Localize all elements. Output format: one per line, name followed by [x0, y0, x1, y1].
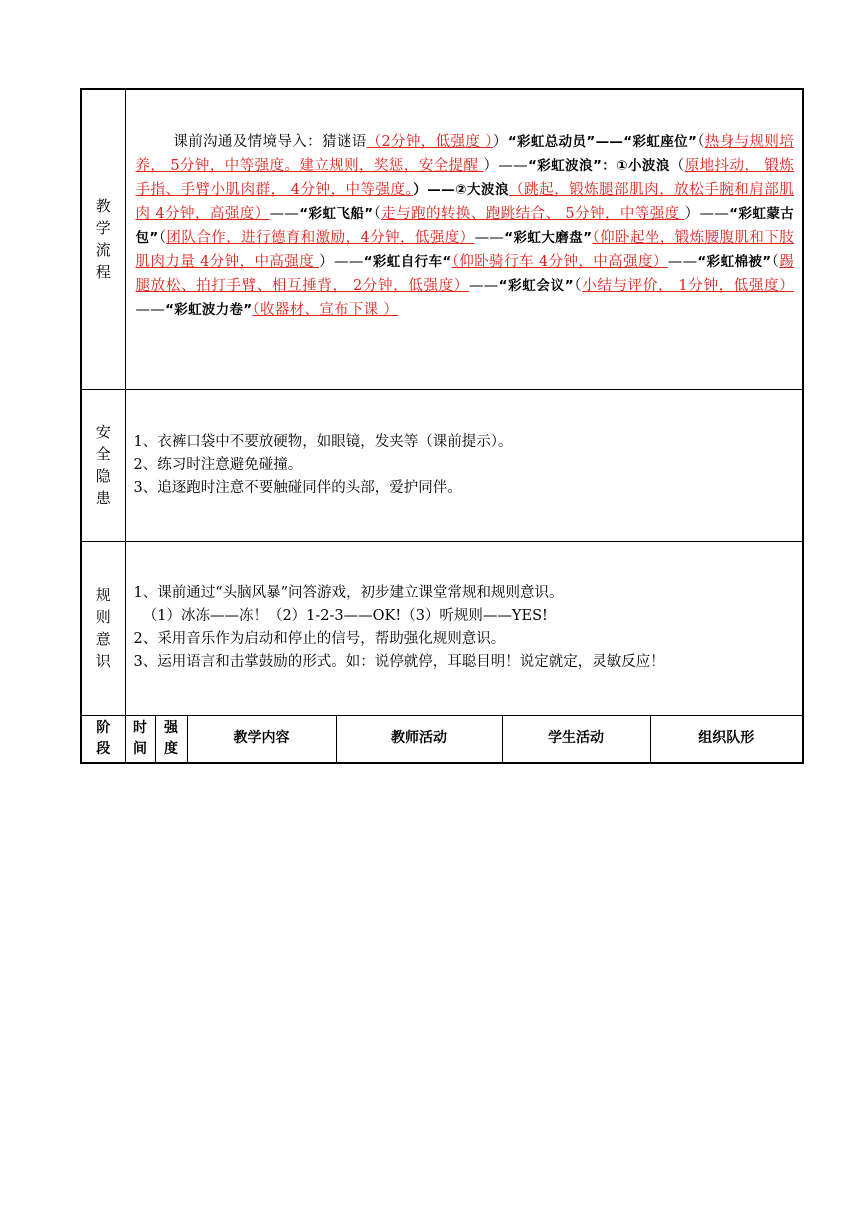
header-char: 强 [164, 719, 178, 736]
label-char: 隐 [95, 467, 111, 485]
activity-title: “彩虹大磨盘” [504, 230, 593, 246]
header-char: 间 [133, 740, 147, 757]
activity-title: “彩虹蒙古包” [135, 206, 795, 246]
flow-text: —— [135, 302, 166, 318]
flow-text: ）—— [319, 254, 364, 270]
rules-content [125, 541, 803, 715]
formation-header: 组织队形 [650, 715, 803, 763]
rules-row [81, 541, 803, 715]
header-char: 度 [164, 740, 178, 757]
stage-header [81, 715, 125, 763]
label-char: 识 [95, 652, 111, 670]
label-char: 规 [95, 586, 111, 604]
header-char: 阶 [96, 719, 111, 736]
header-char: 时 [133, 719, 147, 736]
flow-text: —— [468, 278, 499, 294]
activity-detail: （跳起，锻炼腿部肌肉，放松手腕和肩部肌肉 4分钟，高强度） [135, 182, 795, 222]
activity-title: “彩虹波浪”：①小波浪 [527, 158, 670, 174]
activity-title: “彩虹棉被” [697, 254, 772, 270]
flow-text: （ [158, 230, 167, 246]
safety-item: 1、衣裤口袋中不要放硬物，如眼镜，发夹等（课前提示）。 [133, 433, 513, 450]
activity-detail: 热身与规则培养， 5分钟，中等强度。建立规则，奖惩，安全提醒 [135, 134, 795, 174]
flow-text: ）—— [684, 206, 730, 222]
flow-text: ）—— [483, 158, 528, 174]
safety-label [81, 389, 125, 541]
safety-item: 3、追逐跑时注意不要触碰同伴的头部，爱护同伴。 [133, 479, 462, 496]
flow-text: —— [474, 230, 505, 246]
flow-text: 课前沟通及情境导入：猜谜语 [173, 134, 367, 150]
label-char: 全 [95, 445, 111, 463]
teaching-flow-row [81, 89, 803, 389]
activity-detail: （仰卧起坐，锻炼腰腹肌和下肢肌肉力量 4分钟，中高强度 [135, 230, 795, 270]
student-activity-header: 学生活动 [502, 715, 650, 763]
teaching-flow-paragraph [136, 130, 795, 322]
label-char: 学 [95, 219, 111, 238]
activity-detail: 原地抖动， 锻炼手指、手臂小肌肉群， 4分钟，中等强度。 [135, 158, 795, 198]
flow-text: （ [697, 134, 705, 150]
activity-title: ——“彩虹座位” [595, 134, 698, 150]
rules-item: 3、运用语言和击掌鼓励的形式。如：说停就停，耳聪目明！说定就定，灵敏反应！ [133, 654, 665, 670]
time-header [125, 715, 155, 763]
rules-item: 2、采用音乐作为启动和停止的信号，帮助强化规则意识。 [133, 631, 506, 647]
rules-item: （1）冰冻——冻！（2）1-2-3——OK!（3）听规则——YES! [133, 608, 548, 624]
flow-text: （ [373, 206, 382, 222]
flow-text: （ [771, 254, 780, 270]
label-char: 教 [95, 197, 111, 216]
label-char: 则 [95, 608, 111, 626]
safety-content [125, 389, 803, 541]
label-char: 安 [95, 423, 111, 441]
safety-item: 2、练习时注意避免碰撞。 [133, 456, 303, 473]
label-char: 意 [95, 630, 111, 648]
label-char: 流 [95, 241, 111, 260]
intensity-header [155, 715, 187, 763]
safety-row [81, 389, 803, 541]
header-char: 段 [96, 740, 111, 757]
teaching-flow-content [125, 89, 803, 389]
activity-detail: 团队合作，进行德育和激励，4分钟，低强度） [166, 230, 475, 246]
label-char: 程 [95, 263, 111, 282]
flow-text: —— [269, 206, 300, 222]
flow-text: ） [492, 134, 508, 150]
rules-item: 1、课前通过“头脑风暴”问答游戏，初步建立课堂常规和规则意识。 [133, 585, 564, 601]
teaching-flow-label [81, 89, 125, 389]
flow-text: （ [669, 158, 685, 174]
label-char: 患 [95, 489, 111, 507]
activity-detail: 走与跑的转换、跑跳结合、 5分钟，中等强度 [381, 206, 685, 222]
activity-detail: 小结与评价， 1分钟，低强度） [582, 278, 795, 294]
activity-detail: 踢腿放松、拍打手臂、相互捶背， 2分钟，低强度） [135, 254, 795, 294]
activity-title: “彩虹自行车“ [363, 254, 452, 270]
activity-detail: （收器材、宣布下课 ） [252, 302, 399, 318]
activity-title: “彩虹飞船” [299, 206, 374, 222]
teacher-activity-header: 教师活动 [336, 715, 502, 763]
table-header-row [81, 715, 803, 763]
rules-label [81, 541, 125, 715]
flow-text: —— [667, 254, 698, 270]
activity-title: “彩虹会议” [498, 278, 574, 294]
content-header: 教学内容 [187, 715, 336, 763]
activity-title: “彩虹总动员” [507, 134, 596, 150]
flow-text: （ [573, 278, 583, 294]
activity-title: “彩虹波力卷” [165, 302, 253, 318]
activity-detail: （仰卧骑行车 4分钟，中高强度） [451, 254, 668, 270]
activity-title: ）——②大波浪 [413, 182, 510, 198]
lesson-plan-table [80, 88, 804, 764]
activity-detail: （2分钟，低强度 ） [366, 134, 493, 150]
